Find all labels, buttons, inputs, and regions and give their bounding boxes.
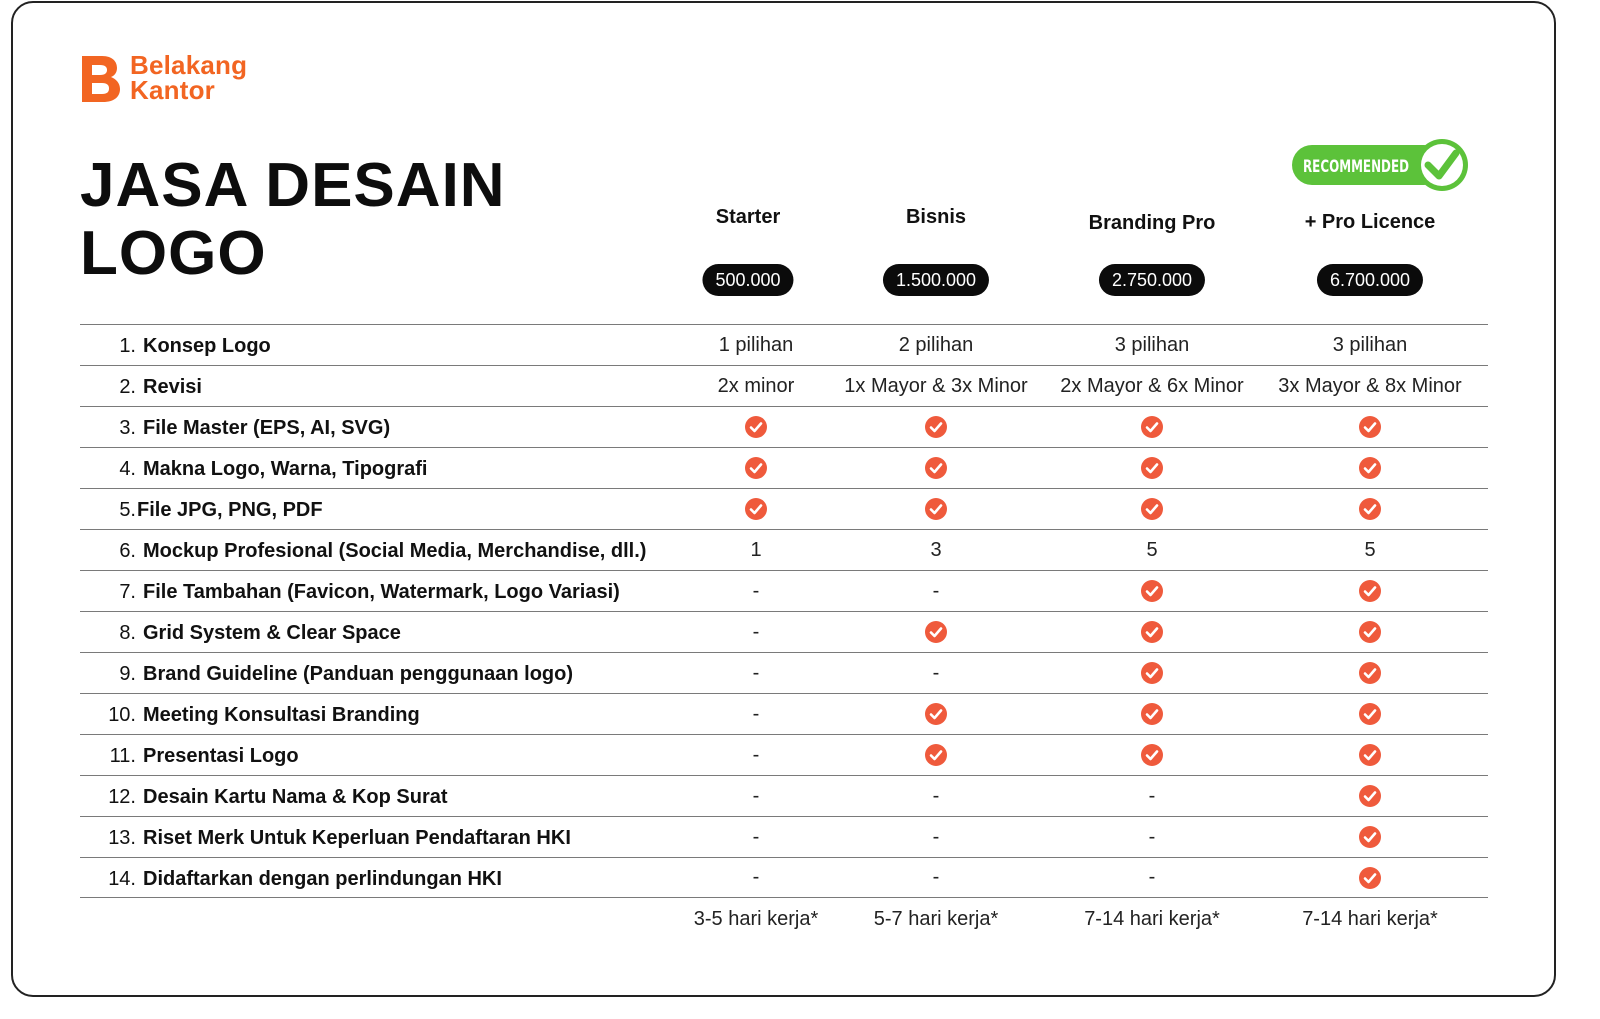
check-circle-icon <box>1141 498 1163 520</box>
feature-value: 3 pilihan <box>1114 333 1190 356</box>
check-circle-icon <box>1141 580 1163 602</box>
feature-value: 3x Mayor & 8x Minor <box>1278 374 1462 397</box>
plan-duration: 7-14 hari kerja* <box>1084 908 1220 930</box>
check-circle-icon <box>925 457 947 479</box>
feature-number: 9. <box>119 663 136 685</box>
feature-label: Brand Guideline (Panduan penggunaan logo) <box>143 663 573 685</box>
feature-label: File JPG, PNG, PDF <box>137 499 323 521</box>
feature-number: 11. <box>109 745 136 767</box>
check-circle-icon <box>1359 744 1381 766</box>
feature-label: Riset Merk Untuk Keperluan Pendaftaran HKI <box>143 827 571 849</box>
check-circle-icon <box>745 457 767 479</box>
feature-value <box>826 612 1046 652</box>
check-circle-icon <box>745 498 767 520</box>
feature-number: 1. <box>119 335 136 357</box>
feature-value: - <box>932 866 940 888</box>
feature-value <box>1260 858 1480 897</box>
feature-value: - <box>932 661 940 684</box>
check-circle-icon <box>925 703 947 725</box>
feature-row <box>80 693 1488 734</box>
check-circle-icon <box>1359 867 1381 889</box>
feature-value: - <box>1148 825 1156 848</box>
feature-row <box>80 529 1488 570</box>
feature-row <box>80 611 1488 652</box>
feature-number: 8. <box>119 622 136 644</box>
check-circle-icon <box>1141 662 1163 684</box>
check-circle-icon <box>1359 785 1381 807</box>
feature-number: 6. <box>119 540 136 562</box>
check-circle-icon <box>745 416 767 438</box>
feature-label: File Master (EPS, AI, SVG) <box>143 417 391 439</box>
feature-row <box>80 775 1488 816</box>
check-circle-icon <box>1359 416 1381 438</box>
feature-number: 2. <box>119 376 136 398</box>
feature-value <box>1260 407 1480 447</box>
feature-value: - <box>752 784 760 807</box>
feature-value: - <box>752 579 760 602</box>
feature-value <box>826 448 1046 488</box>
check-circle-icon <box>1359 621 1381 643</box>
feature-value: 1 <box>750 538 762 561</box>
feature-value <box>1042 407 1262 447</box>
feature-value: - <box>752 743 760 766</box>
feature-row <box>80 857 1488 898</box>
feature-value <box>826 489 1046 529</box>
feature-label: Desain Kartu Nama & Kop Surat <box>143 786 448 808</box>
feature-value <box>1260 694 1480 734</box>
check-circle-icon <box>925 416 947 438</box>
feature-value <box>826 407 1046 447</box>
feature-value <box>1260 817 1480 857</box>
feature-value <box>1042 612 1262 652</box>
check-circle-icon <box>925 498 947 520</box>
check-circle-icon <box>1141 703 1163 725</box>
feature-label: Presentasi Logo <box>143 745 299 767</box>
check-circle-icon <box>925 744 947 766</box>
plan-duration: 5-7 hari kerja* <box>873 908 999 930</box>
feature-label: Meeting Konsultasi Branding <box>143 704 420 726</box>
brand-name-line1: Belakang <box>130 50 248 80</box>
feature-number: 7. <box>119 581 136 603</box>
feature-value <box>1042 735 1262 775</box>
feature-value <box>1260 735 1480 775</box>
check-circle-icon <box>1359 703 1381 725</box>
feature-row <box>80 324 1488 365</box>
page-title-line1: JASA DESAIN <box>80 151 506 220</box>
plan-name: + Pro Licence <box>1304 211 1436 233</box>
feature-value <box>1042 571 1262 611</box>
feature-value: 2x Mayor & 6x Minor <box>1060 374 1244 397</box>
feature-label: Didaftarkan dengan perlindungan HKI <box>143 868 502 890</box>
feature-value: 5 <box>1364 538 1376 561</box>
feature-label: Revisi <box>143 376 202 398</box>
feature-label: Makna Logo, Warna, Tipografi <box>143 458 428 480</box>
feature-number: 5. <box>119 499 136 521</box>
plan-name: Branding Pro <box>1088 212 1216 234</box>
check-circle-icon <box>1141 744 1163 766</box>
plan-price: 1.500.000 <box>883 264 989 296</box>
plan-price: 2.750.000 <box>1099 264 1205 296</box>
feature-value <box>1042 448 1262 488</box>
feature-row <box>80 406 1488 447</box>
feature-value: - <box>752 620 760 643</box>
feature-value <box>1260 612 1480 652</box>
brand-logo-icon <box>80 52 122 104</box>
plan-name: Starter <box>715 206 781 228</box>
feature-value: 2 pilihan <box>898 333 974 356</box>
feature-value <box>1042 489 1262 529</box>
feature-value: 1x Mayor & 3x Minor <box>844 374 1028 397</box>
brand-name <box>130 50 248 105</box>
plan-price: 6.700.000 <box>1317 264 1423 296</box>
feature-row <box>80 570 1488 611</box>
feature-value: - <box>932 825 940 848</box>
feature-value <box>1260 571 1480 611</box>
plan-duration: 3-5 hari kerja* <box>693 908 819 930</box>
feature-value: - <box>932 579 940 602</box>
brand-logo <box>80 52 247 104</box>
page-title <box>80 152 506 288</box>
feature-value <box>1042 653 1262 693</box>
check-circle-icon <box>1141 457 1163 479</box>
plan-duration: 7-14 hari kerja* <box>1302 908 1438 930</box>
check-circle-icon <box>1359 498 1381 520</box>
feature-value: - <box>752 825 760 848</box>
check-circle-icon <box>925 621 947 643</box>
feature-number: 10. <box>108 704 136 726</box>
feature-number: 13. <box>108 827 136 849</box>
feature-value <box>1260 776 1480 816</box>
feature-value <box>1042 694 1262 734</box>
feature-value: - <box>752 702 760 725</box>
brand-name-line2: Kantor <box>130 75 215 105</box>
feature-value: 1 pilihan <box>718 333 794 356</box>
feature-row <box>80 652 1488 693</box>
feature-value: - <box>752 866 760 888</box>
plan-price: 500.000 <box>702 264 793 296</box>
feature-value: - <box>1148 784 1156 807</box>
check-circle-icon <box>1359 457 1381 479</box>
feature-value <box>1260 448 1480 488</box>
recommended-badge-label: RECOMMENDED <box>1303 157 1409 177</box>
page-title-line2: LOGO <box>80 219 267 288</box>
feature-number: 3. <box>119 417 136 439</box>
feature-value <box>1260 489 1480 529</box>
feature-value: - <box>752 661 760 684</box>
feature-table <box>80 324 1488 898</box>
plan-name: Bisnis <box>905 206 967 228</box>
feature-row <box>80 488 1488 529</box>
feature-value <box>826 735 1046 775</box>
feature-value <box>826 694 1046 734</box>
check-circle-icon <box>1359 662 1381 684</box>
feature-label: Grid System & Clear Space <box>143 622 401 644</box>
check-circle-icon <box>1141 416 1163 438</box>
feature-label: Mockup Profesional (Social Media, Merchandise, dll.) <box>143 540 647 562</box>
feature-row <box>80 447 1488 488</box>
feature-number: 14. <box>108 868 136 890</box>
feature-value: - <box>1148 866 1156 888</box>
feature-number: 4. <box>119 458 136 480</box>
check-circle-icon <box>1359 826 1381 848</box>
feature-value: 3 pilihan <box>1332 333 1408 356</box>
feature-value: 2x minor <box>717 374 795 397</box>
feature-row <box>80 365 1488 406</box>
check-circle-icon <box>1141 621 1163 643</box>
feature-value: 3 <box>930 538 942 561</box>
feature-value <box>1260 653 1480 693</box>
feature-value: - <box>932 784 940 807</box>
feature-label: File Tambahan (Favicon, Watermark, Logo Variasi) <box>143 581 620 603</box>
recommended-badge <box>1290 136 1472 194</box>
feature-value: 5 <box>1146 538 1158 561</box>
feature-label: Konsep Logo <box>143 335 271 357</box>
feature-row <box>80 816 1488 857</box>
feature-row <box>80 734 1488 775</box>
check-circle-icon <box>1359 580 1381 602</box>
feature-number: 12. <box>108 786 136 808</box>
